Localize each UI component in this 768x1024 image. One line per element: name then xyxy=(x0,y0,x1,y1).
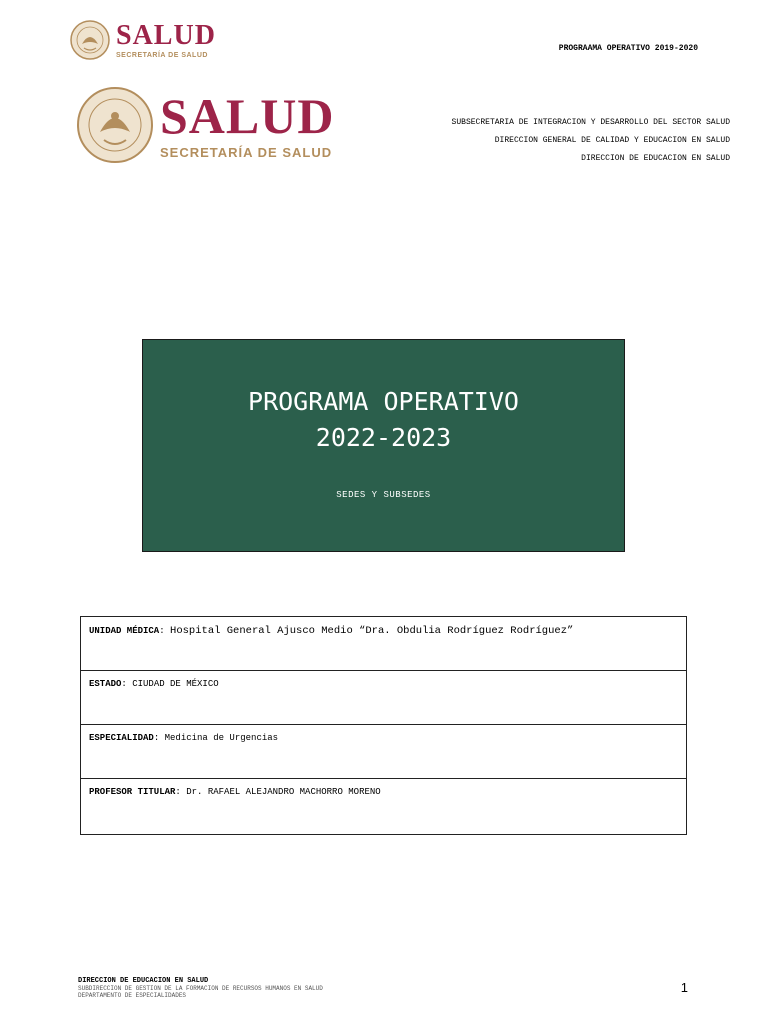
footer-line: DIRECCION DE EDUCACION EN SALUD xyxy=(78,977,209,985)
header-program: PROGRAAMA OPERATIVO 2019-2020 xyxy=(558,44,698,53)
info-value: Hospital General Ajusco Medio “Dra. Obdulia Rodríguez Rodríguez” xyxy=(170,625,574,637)
footer xyxy=(78,978,323,999)
brand-subtitle: SECRETARÍA DE SALUD xyxy=(116,51,208,59)
cover-box xyxy=(142,339,625,552)
salud-logo-large xyxy=(76,86,334,164)
brand-word: SALUD xyxy=(160,87,335,144)
coat-of-arms-icon xyxy=(76,86,154,164)
header-line: DIRECCION GENERAL DE CALIDAD Y EDUCACION EN SALUD xyxy=(494,136,730,145)
header-lines xyxy=(452,114,730,168)
info-row-especialidad: ESPECIALIDAD: Medicina de Urgencias xyxy=(81,725,686,779)
info-row-profesor: PROFESOR TITULAR: Dr. RAFAEL ALEJANDRO MACHORRO MORENO xyxy=(89,787,381,797)
cover-year: 2022-2023 xyxy=(315,423,452,452)
page-number: 1 xyxy=(680,980,688,995)
header-line: SUBSECRETARIA DE INTEGRACION Y DESARROLLO DEL SECTOR SALUD xyxy=(451,118,730,127)
brand-word: SALUD xyxy=(116,19,216,51)
header-line: DIRECCION DE EDUCACION EN SALUD xyxy=(581,154,730,163)
info-value: CIUDAD DE MÉXICO xyxy=(132,679,219,689)
cover-title: PROGRAMA OPERATIVO xyxy=(248,387,519,416)
footer-line: SUBDIRECCION DE GESTION DE LA FORMACION DE RECURSOS HUMANOS EN SALUD xyxy=(78,985,323,992)
info-row-unidad: UNIDAD MÉDICA: Hospital General Ajusco Medio “Dra. Obdulia Rodríguez Rodríguez” xyxy=(81,617,686,671)
info-label: ESPECIALIDAD xyxy=(89,733,154,743)
info-table xyxy=(80,616,687,835)
info-value: Medicina de Urgencias xyxy=(164,733,279,743)
info-label: PROFESOR TITULAR xyxy=(89,787,176,797)
coat-of-arms-icon xyxy=(70,20,110,60)
info-value: Dr. RAFAEL ALEJANDRO MACHORRO MORENO xyxy=(186,787,381,797)
salud-logo-small xyxy=(70,20,216,60)
brand-subtitle: SECRETARÍA DE SALUD xyxy=(160,144,333,160)
cover-subtitle: SEDES Y SUBSEDES xyxy=(336,490,431,500)
info-label: UNIDAD MÉDICA xyxy=(89,626,160,636)
info-row-estado: ESTADO: CIUDAD DE MÉXICO xyxy=(81,671,686,725)
info-label: ESTADO xyxy=(89,679,122,689)
footer-line: DEPARTAMENTO DE ESPECIALIDADES xyxy=(78,992,187,999)
